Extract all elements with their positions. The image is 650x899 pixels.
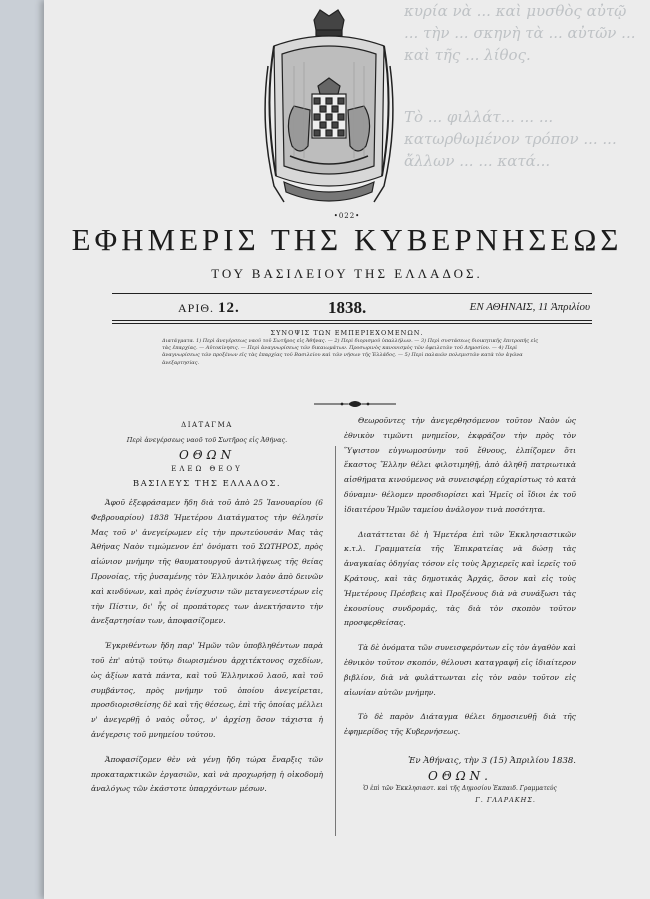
issue-marker: •022• [333, 212, 361, 220]
contents-heading: ΣΥΝΟΨΙΣ ΤΩΝ ΕΜΠΕΡΙΕΧΟΜΕΝΩΝ. [270, 329, 424, 337]
king-name: ΟΘΩΝ [178, 447, 236, 462]
royal-coat-of-arms-image [254, 6, 404, 218]
issue-number-value: 12. [218, 300, 240, 316]
decree-paragraph: Ἀφοῦ ἐξεφράσαμεν ἤδη διὰ τοῦ ἀπὸ 25 Ἰανουαρίου (6 Φεβρουαρίου) 1838 Ἡμετέρου Διατάγματος τὴν θέλησίν Μας τοῦ ν' ἀνεγείρωμεν εἰς τὴν πρωτεύουσάν Μας τὰς Ἀθήνας Ναὸν τιμώμενον ἐπ' ὀνόματι τοῦ ΣΩΤΗΡΟΣ, πρὸς αἰώνιον μνήμην τῆς θαυματουργοῦ ἀντιλήψεως τῆς θείας Προνοίας, τῆς ῥυσαμένης τὸν Ἑλληνικὸν λαὸν ἀπὸ δεινῶν καὶ κινδύνων, καὶ πρὸς ἐνίσχυσιν τῶν μεταγενεστέρων εἰς τὴν Πίστιν, δι' ἧς οἱ προπάτορες των ἀνεκτήσαντο τὴν ἀνεξαρτησίαν των, ἀποφασίζομεν. [91, 497, 323, 626]
decree-paragraph: Ἐγκριθέντων ἤδη παρ' Ἡμῶν τῶν ὑποβληθέντων παρὰ τοῦ ἐπ' αὐτῷ τούτῳ διωρισμένου ἀρχιτέκτονος σχεδίων, ὡς ἀξίων κατὰ πάντα, καὶ τοῦ Ἑλληνικοῦ λαοῦ, καὶ τοῦ συμβάντος, πρὸς μνήμην τοῦ ὁποίου ἀνεγείρεται, προσδιορισθείσης δὲ καὶ τῆς θέσεως, ἐπὶ τῆς ὁποίας μέλλει ν' ἀνεγερθῇ ὁ ναὸς οὗτος, ν' ἀρχίσῃ ὅσον τάχιστα ἡ ἀνέγερσις τοῦ μνημείου τούτου. [91, 641, 323, 739]
decree-paragraph: Τὸ δὲ παρὸν Διάταγμα θέλει δημοσιευθῇ διὰ τῆς ἐφημερίδος τῆς Κυβερνήσεως. [344, 712, 576, 737]
decree-heading: ΔΙΑΤΑΓΜΑ [181, 421, 233, 429]
issue-info-bar [112, 298, 592, 318]
column-divider [335, 446, 336, 836]
countersign-role: Ὁ ἐπὶ τῶν Ἐκκλησιαστ. καὶ τῆς Δημοσίου Ἐκπαιδ. Γραμματεύς [363, 784, 557, 792]
bottom-rule-thin [112, 323, 592, 324]
decree-paragraph: Θεωροῦντες τὴν ἀνεγερθησόμενον τοῦτον Ναὸν ὡς ἐθνικὸν τιμῶντι μνημεῖον, ἐκφράζον τὴν πρὸς τὸν Ὕψιστον εὐγνωμοσύνην τοῦ ἔθνους, ἐλπίζομεν ὅτι ἕκαστος Ἕλλην θέλει φιλοτιμηθῇ, ἀπὸ ἀληθῆ πατριωτικὰ αἰσθήματα κινούμενος νὰ συνεισφέρῃ εὐχαρίστως τὸ κατὰ δύναμιν· θέλομεν προσδιορίσει καὶ Ἡμεῖς οἱ ἴδιοι ἐκ τοῦ ἰδιαιτέρου Ἡμῶν ταμείου ἀνάλογον τινὰ ποσότητα. [344, 416, 576, 514]
newspaper-title: ΕΦΗΜΕΡΙΣ ΤΗΣ ΚΥΒΕΡΝΗΣΕΩΣ [71, 222, 623, 257]
countersign-name: Γ. ΓΛΑΡΑΚΗΣ. [475, 795, 536, 804]
issue-place-date: ΕΝ ΑΘΗΝΑΙΣ, 11 Ἀπριλίου [469, 301, 590, 313]
issue-year: 1838. [328, 298, 367, 317]
by-grace-of-god: ΕΛΕΩ ΘΕΟΥ [171, 465, 243, 474]
bottom-rule [112, 320, 592, 321]
decree-paragraph: Διατάττεται δὲ ἡ Ἡμετέρα ἐπὶ τῶν Ἐκκλησιαστικῶν κ.τ.λ. Γραμματεία τῆς Ἐπικρατείας νὰ δώσῃ τὰς ἀναγκαίας ὁδηγίας τόσον εἰς τοὺς Ἀρχιερεῖς καὶ ἱερεῖς τοῦ Κράτους, καὶ τὰς δημοτικὰς Ἀρχάς, ὅσον καὶ εἰς τοὺς Ἡμετέρους Πρέσβεις καὶ Προξένους διὰ νὰ συνάξωσι τὰς ἑκουσίους συνδρομάς, τὰς διὰ τὸν σκοπὸν τοῦτον προσφερθείσας. [344, 529, 576, 628]
newspaper-subtitle: ΤΟΥ ΒΑΣΙΛΕΙΟΥ ΤΗΣ ΕΛΛΑΔΟΣ. [211, 266, 483, 281]
issue-number [178, 300, 240, 317]
king-title: ΒΑΣΙΛΕΥΣ ΤΗΣ ΕΛΛΑΔΟΣ. [132, 479, 282, 490]
king-signature: ΟΘΩΝ. [428, 768, 492, 783]
left-column [91, 414, 323, 797]
decree-paragraph: Τὰ δὲ ὀνόματα τῶν συνεισφερόντων εἰς τὸν ἀγαθὸν καὶ ἐθνικὸν τοῦτον σκοπόν, θέλουσι καταγραφῆ εἰς ἰδιαίτερον βιβλίον, διὰ νὰ φυλάττωνται εἰς τὸν ναὸν τοῦτον εἰς αἰωνίαν αὐτῶν μνήμην. [344, 643, 576, 697]
decree-subheading: Περὶ ἀνεγέρσεως ναοῦ τοῦ Σωτῆρος εἰς Ἀθήνας. [126, 435, 288, 444]
top-rule [112, 293, 592, 294]
right-column [344, 414, 576, 807]
ghost-paragraph: κυρία νὰ ... καὶ μυσθὸς αὐτῷ ... τὴν ... σκηνὴ τὰ ... αὐτῶν ... καὶ τῆς ... λίθος. [404, 2, 636, 64]
decree-paragraph: Ἀποφασίζομεν θὲν νὰ γένῃ ἤδη τώρα ἔναρξις τῶν προκαταρκτικῶν ἐργασιῶν, καὶ νὰ προχωρήσῃ ἡ οἰκοδομὴ ἀναλόγως τῶν ἑκάστοτε ὑπαρχόντων μέσων. [91, 754, 323, 794]
issue-number-label: ΑΡΙΘ. [178, 301, 215, 315]
ghost-paragraph: Τὸ ... φιλλάτ... ... ... κατωρθωμένον τρόπον ... ... ἄλλων ... ... κατά... [404, 108, 617, 170]
newspaper-page [44, 0, 650, 899]
decree-date: Ἐν Ἀθήναις, τὴν 3 (15) Ἀπριλίου 1838. [408, 755, 576, 766]
contents-summary: Διατάγματα. 1) Περὶ ἀνεγέρσεως ναοῦ τοῦ Σωτῆρος εἰς Ἀθήνας. — 2) Περὶ διορισμοῦ ὑπαλλήλων. — 3) Περὶ συστάσεως διοικητικῆς ἐπιτροπῆς εἰς τὰς ἐπαρχίας. — Αὐτοκίνησις. — Περὶ ἀναγνωρίσεως τῶν δικαιωμάτων. Προσωρινὸς κανονισμὸς τῶν ὀφειλετῶν τοῦ Δημοσίου. — 4) Περὶ ἀναγνωρίσεως τῶν προξένων εἰς τὰς ἐπαρχίας τοῦ Βασιλείου καὶ τῶν νήσων τῆς Ἑλλάδος. — 5) Περὶ παλαιῶν πολεμιστῶν κατὰ τὸν ἀγῶνα ἀνεξαρτησίας. [162, 338, 539, 366]
ornament-divider [312, 398, 398, 410]
